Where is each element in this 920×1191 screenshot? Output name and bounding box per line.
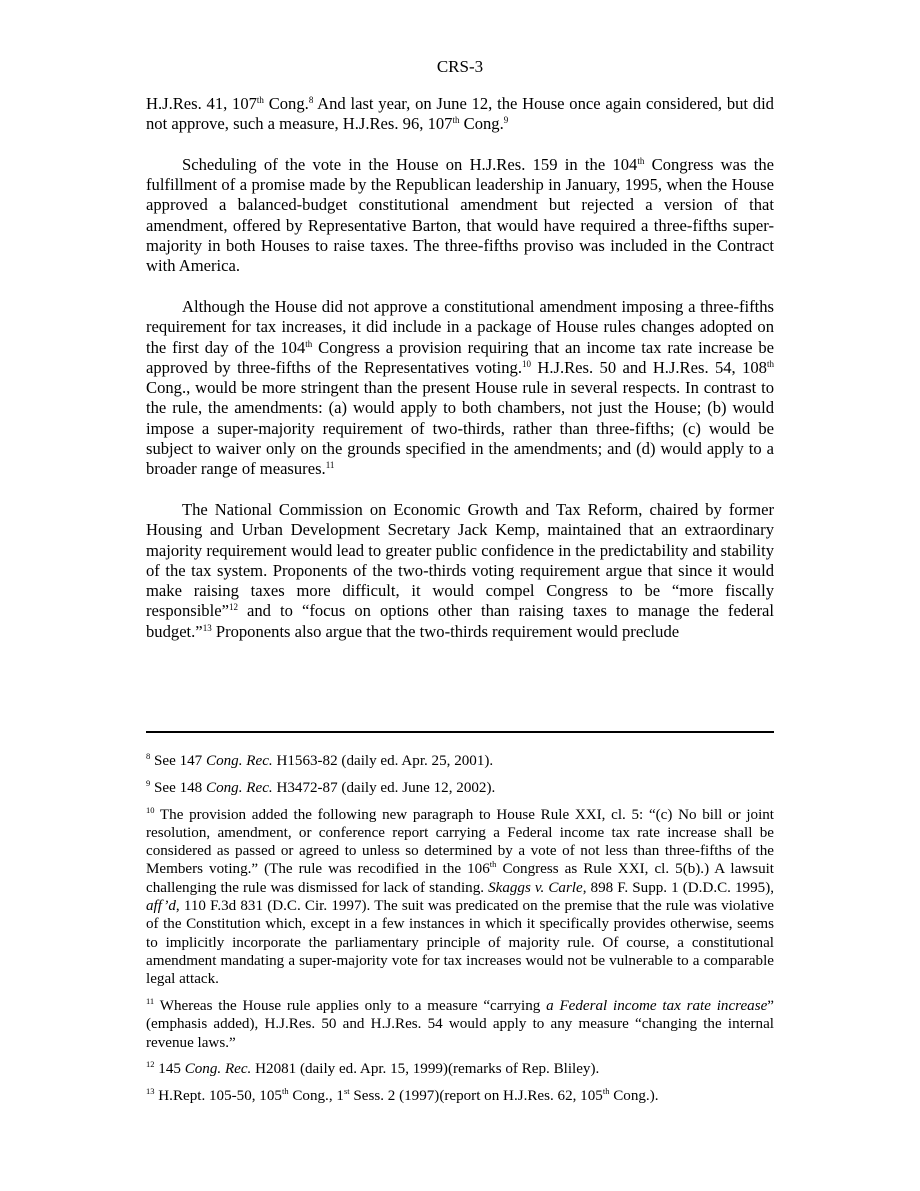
superscript: 13	[202, 622, 212, 633]
text-run: Congress as Rule XXI, cl. 5(b).) A lawsuit challenging the rule was dismissed for lack of standing.	[146, 861, 774, 896]
text-run: Cong.	[263, 94, 309, 113]
italic-text: Cong. Rec.	[184, 1061, 252, 1078]
superscript: th	[281, 1086, 289, 1097]
paragraph	[146, 155, 774, 277]
text-run: H.J.Res. 41, 107	[146, 94, 257, 113]
text-run: and to “focus on options other than raising taxes to manage the federal budget.”	[146, 601, 774, 641]
superscript: 9	[146, 777, 151, 788]
text-run: Congress a provision requiring that an income tax rate increase be approved by three-fifths of the Representatives voting.	[146, 337, 774, 377]
footnote	[146, 1087, 774, 1105]
superscript: th	[766, 358, 774, 369]
text-run: ” (emphasis added), H.J.Res. 50 and H.J.Res. 54 would apply to any measure “changing the internal revenue laws.”	[146, 998, 774, 1051]
text-run: See 148	[150, 779, 207, 796]
footnote	[146, 752, 774, 770]
text-run: H3472-87 (daily ed. June 12, 2002).	[272, 779, 496, 796]
superscript: 11	[325, 460, 335, 471]
italic-text: Cong. Rec.	[206, 753, 273, 769]
superscript: 12	[228, 602, 238, 613]
text-run: Cong.).	[609, 1088, 659, 1105]
superscript: 9	[503, 115, 509, 126]
superscript: 12	[146, 1059, 155, 1070]
text-run: See 147	[150, 753, 207, 769]
superscript: th	[637, 155, 645, 166]
superscript: 13	[146, 1086, 155, 1097]
body-text	[146, 94, 774, 662]
footnotes	[146, 752, 774, 1114]
superscript: 10	[146, 804, 155, 815]
superscript: 8	[146, 751, 151, 761]
footnote	[146, 1060, 774, 1078]
page-header: CRS-3	[436, 57, 484, 76]
text-run: The provision added the following new paragraph to House Rule XXI, cl. 5: “(c) No bill or joint resolution, amendment, or conference report carrying a Federal income tax rate increase shall be considered as passed or agreed to unless so determined by a vote of not less than three-fifths of the Members voting.” (The rule was recodified in the 106	[146, 806, 774, 878]
text-run: And last year, on June 12, the House once again considered, but did not approve, such a measure, H.J.Res. 96, 107	[146, 94, 774, 134]
text-run: H2081 (daily ed. Apr. 15, 1999)(remarks of Rep. Bliley).	[251, 1061, 600, 1078]
paragraph	[146, 297, 774, 480]
text-run: Sess. 2 (1997)(report on H.J.Res. 62, 105	[349, 1088, 603, 1105]
superscript: th	[452, 115, 460, 126]
text-run: Cong.	[459, 114, 504, 134]
text-run: H.J.Res. 50 and H.J.Res. 54, 108	[531, 357, 767, 377]
text-run: , 110 F.3d 831 (D.C. Cir. 1997). The suit was predicated on the premise that the rule was violative of the Constitution which, except in a few instances in which it specifically provides otherwise, seems to implicitly incorporate the parliamentary principle of majority rule. Of course, a constitutional amendment mandating a super-majority vote for tax increases would not be vulnerable to a comparable legal attack.	[146, 898, 774, 988]
text-run: Scheduling of the vote in the House on H.J.Res. 159 in the 104	[182, 154, 638, 174]
superscript: th	[602, 1086, 610, 1097]
italic-text: a Federal income tax rate increase	[546, 998, 768, 1015]
text-run: 145	[154, 1061, 185, 1078]
footnote	[146, 997, 774, 1052]
text-run: Congress was the fulfillment of a promise made by the Republican leadership in January, 1995, when the House approved a balanced-budget constitutional amendment but rejected a version of that amendment, offered by Representative Barton, that would have required a three-fifths super-majority in both Houses to raise taxes. The three-fifths proviso was included in the Contract with America.	[146, 154, 774, 276]
superscript: 8	[308, 95, 314, 105]
text-run: , 898 F. Supp. 1 (D.D.C. 1995),	[582, 879, 774, 896]
italic-text: aff’d	[146, 898, 176, 915]
footnote	[146, 806, 774, 989]
text-run: Whereas the House rule applies only to a measure “carrying	[154, 998, 547, 1015]
text-run: Cong., would be more stringent than the present House rule in several respects. In contrast to the rule, the amendments: (a) would apply to both chambers, not just the House; (b) would impose a super-majority requirement of two-thirds, rather than three-fifths; (c) would be subject to waiver only on the grounds specified in the amendments; and (d) would apply to a broader range of measures.	[146, 378, 774, 479]
superscript: 11	[146, 996, 155, 1007]
superscript: 10	[522, 358, 531, 369]
footnote-divider	[146, 731, 774, 733]
text-run: H1563-82 (daily ed. Apr. 25, 2001).	[272, 753, 494, 769]
paragraph	[146, 94, 774, 135]
paragraph	[146, 500, 774, 642]
text-run: Cong., 1	[288, 1088, 344, 1105]
superscript: th	[256, 95, 264, 105]
italic-text: Skaggs v. Carle	[488, 879, 583, 896]
superscript: th	[305, 338, 313, 349]
text-run: Proponents also argue that the two-thirds requirement would preclude	[211, 621, 680, 641]
text-run: Although the House did not approve a constitutional amendment imposing a three-fifths requirement for tax increases, it did include in a package of House rules changes adopted on the first day of the 104	[146, 296, 774, 357]
text-run: H.Rept. 105-50, 105	[154, 1088, 282, 1105]
italic-text: Cong. Rec.	[206, 779, 273, 796]
superscript: st	[343, 1086, 350, 1097]
text-run: The National Commission on Economic Growth and Tax Reform, chaired by former Housing and Urban Development Secretary Jack Kemp, maintained that an extraordinary majority requirement would lead to greater public confidence in the predictability and stability of the tax system. Proponents of the two-thirds voting requirement argue that since it would make raising taxes more difficult, it would compel Congress to be “more fiscally responsible”	[146, 499, 774, 621]
footnote	[146, 779, 774, 797]
superscript: th	[489, 859, 497, 870]
